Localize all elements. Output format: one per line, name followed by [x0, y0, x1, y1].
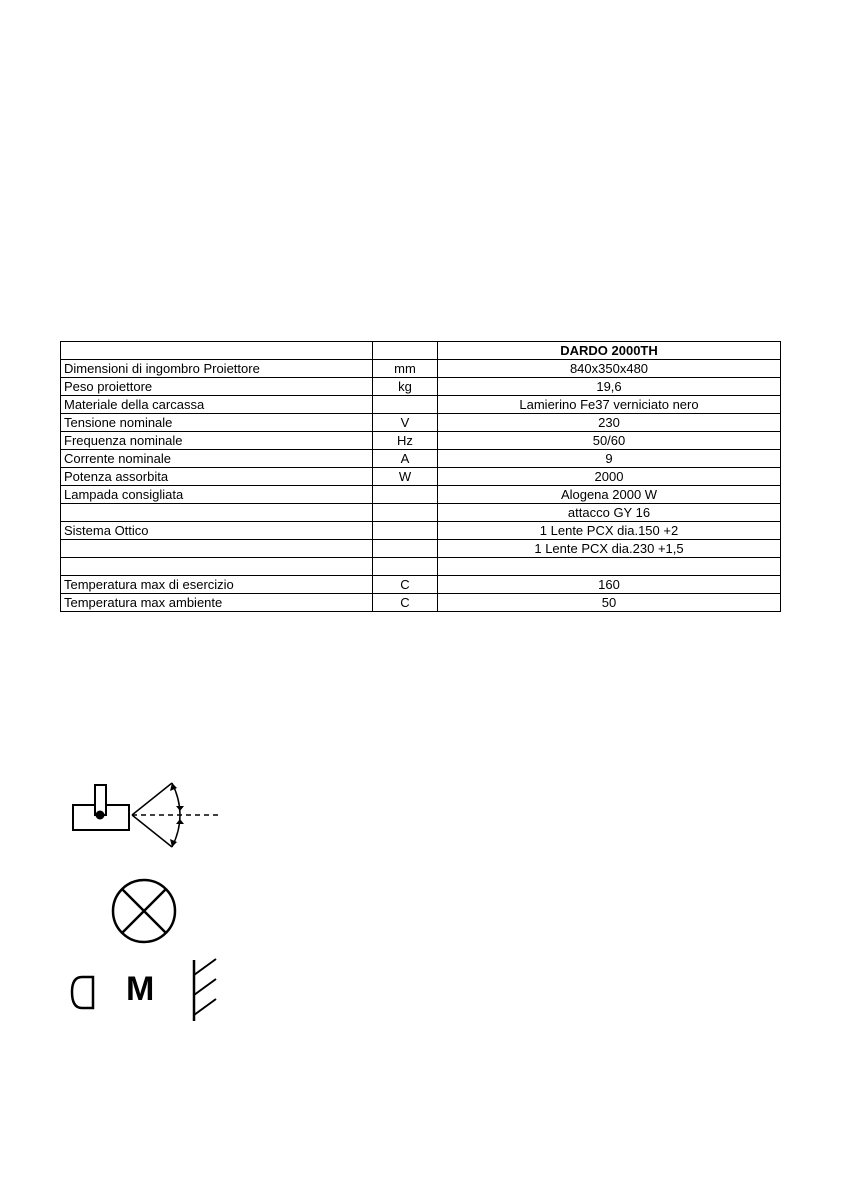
row-parameter [61, 504, 373, 522]
table-header-row [61, 342, 781, 360]
row-value: 2000 [438, 468, 781, 486]
lamp-icon [108, 876, 184, 946]
row-parameter: Temperatura max di esercizio [61, 576, 373, 594]
table-row [61, 558, 781, 576]
table-row [61, 450, 781, 468]
row-parameter [61, 540, 373, 558]
row-value: 1 Lente PCX dia.150 +2 [438, 522, 781, 540]
row-unit: C [373, 576, 438, 594]
row-value: 19,6 [438, 378, 781, 396]
row-value: 50/60 [438, 432, 781, 450]
surface-mount-icon [68, 974, 98, 1014]
row-unit [373, 396, 438, 414]
table-row [61, 486, 781, 504]
row-parameter: Corrente nominale [61, 450, 373, 468]
row-unit [373, 522, 438, 540]
row-unit: Hz [373, 432, 438, 450]
row-parameter: Tensione nominale [61, 414, 373, 432]
row-unit [373, 558, 438, 576]
row-parameter: Potenza assorbita [61, 468, 373, 486]
hatched-surface-icon [186, 955, 222, 1025]
row-parameter: Lampada consigliata [61, 486, 373, 504]
row-parameter: Materiale della carcassa [61, 396, 373, 414]
row-unit: C [373, 594, 438, 612]
row-unit: mm [373, 360, 438, 378]
table-row [61, 504, 781, 522]
table-row [61, 432, 781, 450]
header-model: DARDO 2000TH [438, 342, 781, 360]
table-row [61, 414, 781, 432]
row-parameter [61, 558, 373, 576]
table-row [61, 468, 781, 486]
row-parameter: Dimensioni di ingombro Proiettore [61, 360, 373, 378]
m-symbol-label: M [126, 970, 154, 1008]
row-unit: W [373, 468, 438, 486]
row-unit: V [373, 414, 438, 432]
row-unit [373, 540, 438, 558]
table-row [61, 594, 781, 612]
row-value: 230 [438, 414, 781, 432]
table-row [61, 522, 781, 540]
row-value: 840x350x480 [438, 360, 781, 378]
header-parameter [61, 342, 373, 360]
beam-tilt-icon [60, 775, 230, 855]
row-value: Lamierino Fe37 verniciato nero [438, 396, 781, 414]
row-unit: kg [373, 378, 438, 396]
table-row [61, 378, 781, 396]
row-parameter: Frequenza nominale [61, 432, 373, 450]
row-value: 50 [438, 594, 781, 612]
table-row [61, 360, 781, 378]
table-row [61, 396, 781, 414]
row-value: 9 [438, 450, 781, 468]
header-unit [373, 342, 438, 360]
row-unit [373, 504, 438, 522]
table-row [61, 576, 781, 594]
row-unit [373, 486, 438, 504]
row-value: attacco GY 16 [438, 504, 781, 522]
row-value: 160 [438, 576, 781, 594]
row-parameter: Sistema Ottico [61, 522, 373, 540]
row-value: 1 Lente PCX dia.230 +1,5 [438, 540, 781, 558]
spec-table [60, 341, 781, 612]
row-parameter: Temperatura max ambiente [61, 594, 373, 612]
table-row [61, 540, 781, 558]
row-value: Alogena 2000 W [438, 486, 781, 504]
row-unit: A [373, 450, 438, 468]
row-value [438, 558, 781, 576]
row-parameter: Peso proiettore [61, 378, 373, 396]
